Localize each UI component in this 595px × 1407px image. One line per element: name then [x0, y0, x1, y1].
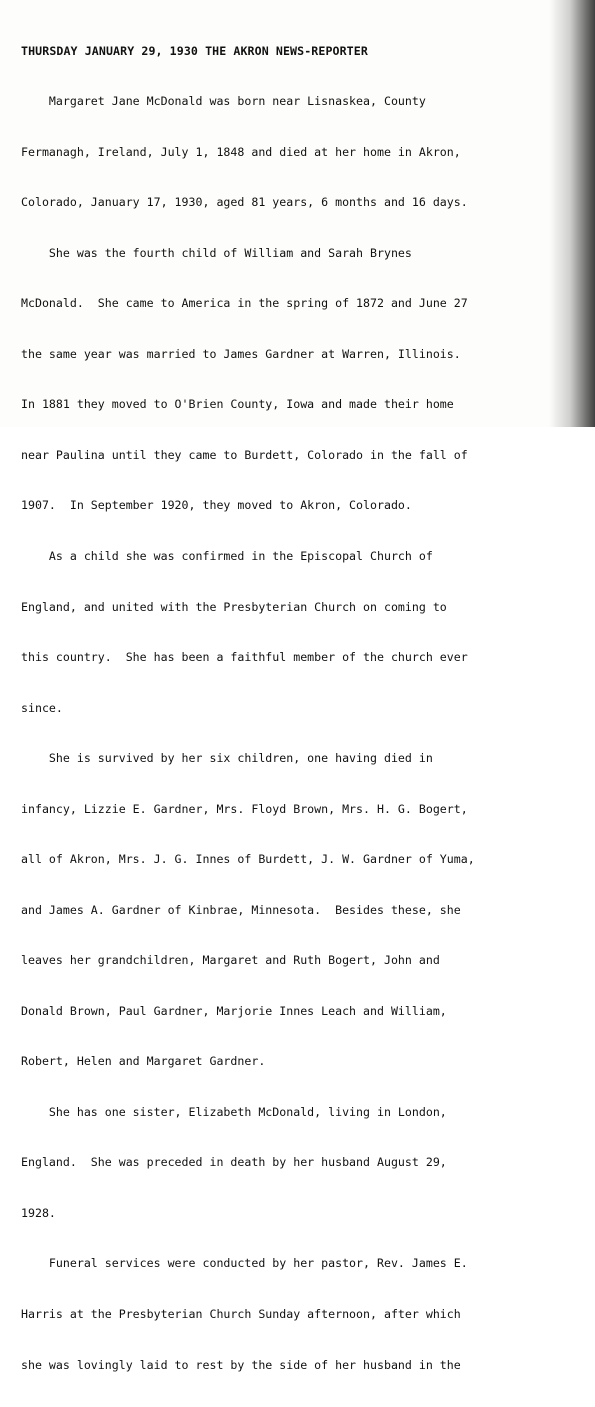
text-line: Robert, Helen and Margaret Gardner.	[21, 1054, 266, 1069]
clipping-text	[21, 9, 595, 1407]
newspaper-header: THURSDAY JANUARY 29, 1930 THE AKRON NEWS-REPORTER	[21, 43, 368, 58]
text-line: 1928.	[21, 1205, 56, 1220]
text-line: England. She was preceded in death by her husband August 29,	[21, 1155, 447, 1170]
text-line: and James A. Gardner of Kinbrae, Minnesota. Besides these, she	[21, 902, 461, 917]
text-line: She was the fourth child of William and Sarah Brynes	[21, 245, 412, 260]
text-line: infancy, Lizzie E. Gardner, Mrs. Floyd Brown, Mrs. H. G. Bogert,	[21, 801, 468, 816]
text-line: She is survived by her six children, one having died in	[21, 751, 433, 766]
text-line: She has one sister, Elizabeth McDonald, living in London,	[21, 1104, 447, 1119]
text-line: near Paulina until they came to Burdett, Colorado in the fall of	[21, 447, 468, 462]
text-line: since.	[21, 700, 63, 715]
text-line: Funeral services were conducted by her pastor, Rev. James E.	[21, 1256, 468, 1271]
text-line: Fermanagh, Ireland, July 1, 1848 and died at her home in Akron,	[21, 144, 461, 159]
text-line: Harris at the Presbyterian Church Sunday afternoon, after which	[21, 1306, 461, 1321]
text-line: As a child she was confirmed in the Episcopal Church of	[21, 549, 433, 563]
text-line: Colorado, January 17, 1930, aged 81 years, 6 months and 16 days.	[21, 195, 468, 210]
text-line: Donald Brown, Paul Gardner, Marjorie Innes Leach and William,	[21, 1003, 447, 1018]
text-line: Margaret Jane McDonald was born near Lisnaskea, County	[21, 94, 426, 109]
text-line: she was lovingly laid to rest by the side of her husband in the	[21, 1357, 461, 1372]
text-line: all of Akron, Mrs. J. G. Innes of Burdett, J. W. Gardner of Yuma,	[21, 852, 475, 867]
text-line: McDonald. She came to America in the spring of 1872 and June 27	[21, 296, 468, 311]
text-line: In 1881 they moved to O'Brien County, Iowa and made their home	[21, 397, 454, 412]
text-line: 1907. In September 1920, they moved to Akron, Colorado.	[21, 498, 412, 513]
text-line: the same year was married to James Gardner at Warren, Illinois.	[21, 346, 461, 361]
text-line: this country. She has been a faithful member of the church ever	[21, 650, 468, 665]
text-line: leaves her grandchildren, Margaret and Ruth Bogert, John and	[21, 953, 440, 968]
text-line: England, and united with the Presbyterian Church on coming to	[21, 599, 447, 614]
